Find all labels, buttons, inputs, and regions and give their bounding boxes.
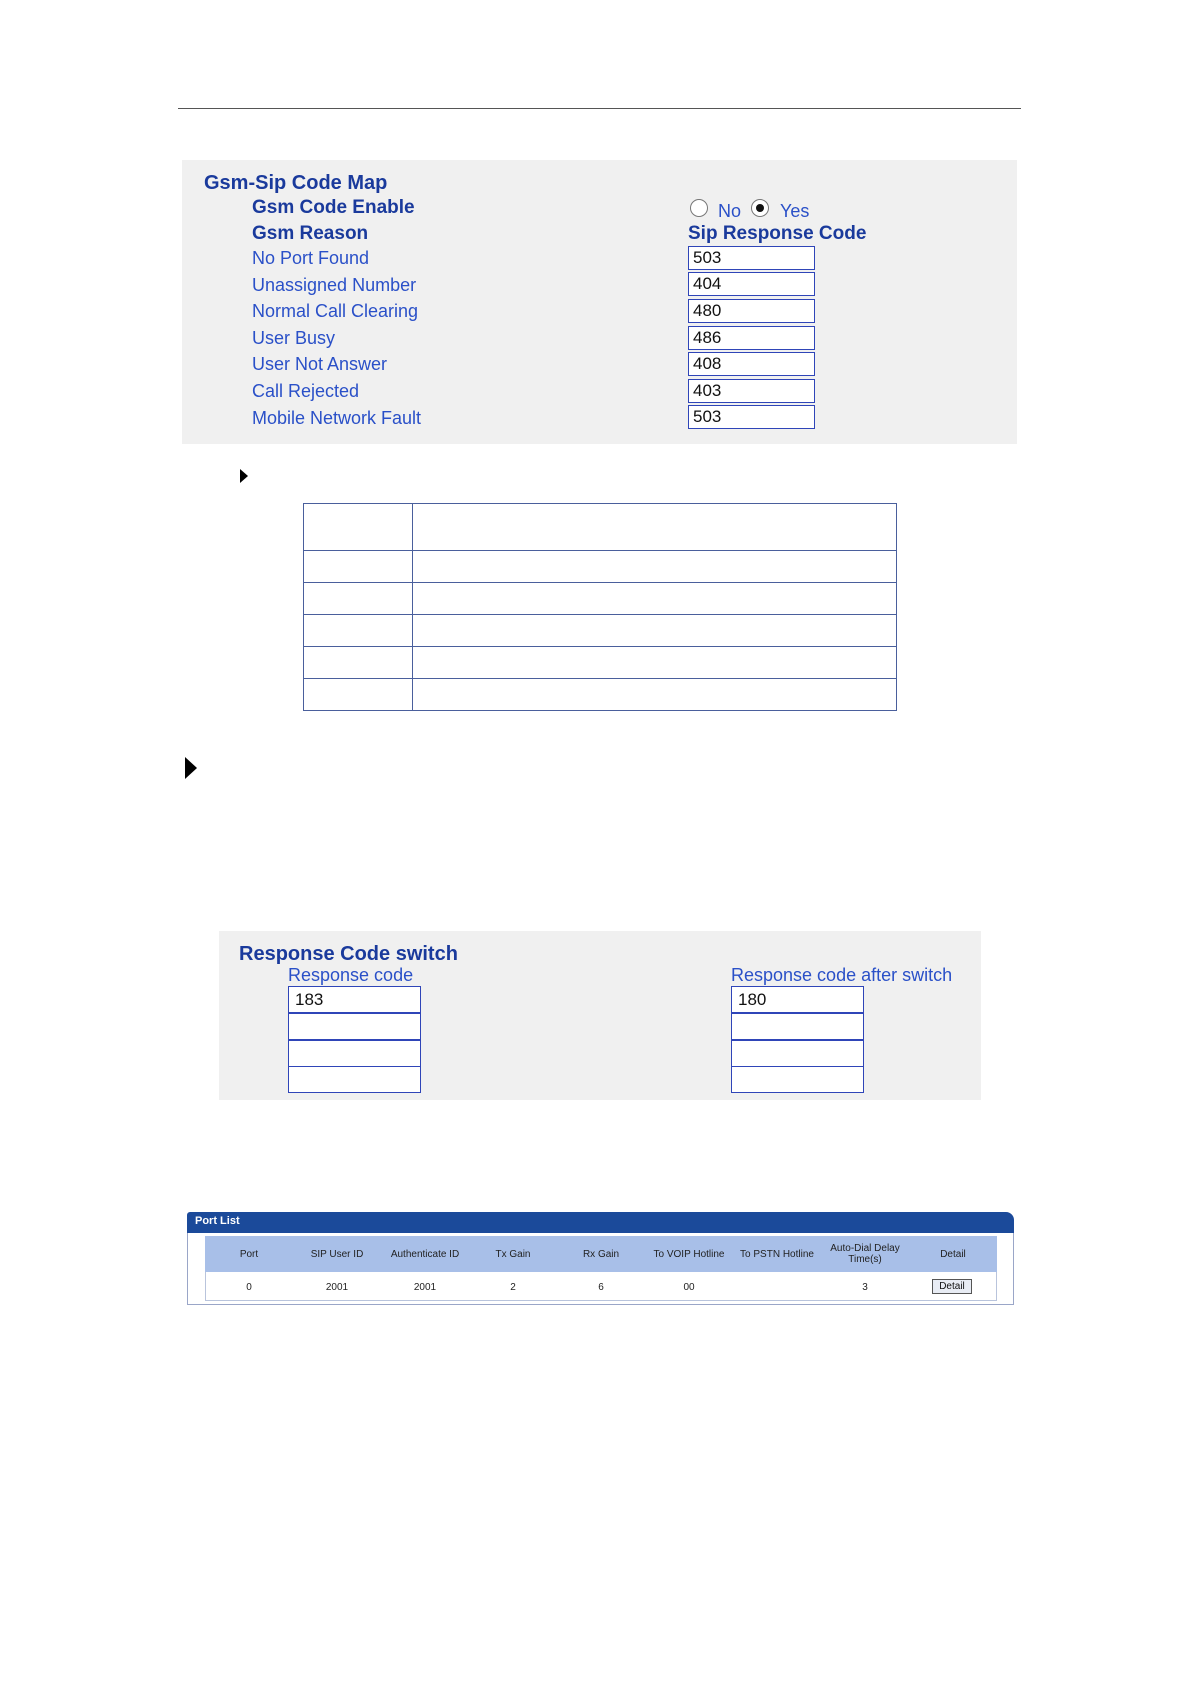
cell-tx-gain: 2 <box>510 1282 516 1293</box>
col-header-authenticate-id: Authenticate ID <box>390 1249 460 1260</box>
response-code-after-label: Response code after switch <box>731 965 953 985</box>
sip-code-input[interactable] <box>688 299 815 323</box>
response-code-label: Response code <box>288 965 414 985</box>
response-code-input[interactable] <box>288 1013 421 1040</box>
sip-code-input[interactable] <box>688 246 815 270</box>
header-rule <box>178 108 1021 109</box>
cell-sip-user-id: 2001 <box>325 1282 349 1293</box>
col-header-auto-dial-delay: Auto-Dial Delay Time(s) <box>830 1243 900 1265</box>
table-cell <box>413 647 897 679</box>
response-code-input[interactable] <box>288 1066 421 1093</box>
cell-authenticate-id: 2001 <box>413 1282 437 1293</box>
detail-button[interactable]: Detail <box>932 1279 972 1294</box>
sip-code-input[interactable] <box>688 272 815 296</box>
cell-to-voip-hotline: 00 <box>683 1282 695 1293</box>
reason-label: Mobile Network Fault <box>252 408 422 428</box>
response-code-after-input[interactable] <box>731 986 864 1013</box>
table-cell <box>413 583 897 615</box>
gsm-reason-header: Gsm Reason <box>252 223 369 244</box>
col-header-rx-gain: Rx Gain <box>582 1249 620 1260</box>
table-cell <box>304 583 413 615</box>
response-switch-title: Response Code switch <box>239 943 458 965</box>
empty-table <box>303 503 897 711</box>
table-cell <box>304 551 413 583</box>
radio-no[interactable] <box>690 199 708 217</box>
cell-rx-gain: 6 <box>598 1282 604 1293</box>
table-cell <box>413 551 897 583</box>
radio-yes-label: Yes <box>780 201 810 221</box>
table-cell <box>413 504 897 551</box>
response-code-after-input[interactable] <box>731 1066 864 1093</box>
section-arrow-icon <box>185 757 197 779</box>
radio-yes[interactable] <box>751 199 769 217</box>
reason-label: No Port Found <box>252 248 370 268</box>
cell-port: 0 <box>246 1282 252 1293</box>
radio-no-label: No <box>718 201 742 221</box>
reason-label: Call Rejected <box>252 381 360 401</box>
response-code-after-input[interactable] <box>731 1040 864 1067</box>
col-header-tx-gain: Tx Gain <box>495 1249 531 1260</box>
col-header-detail: Detail <box>940 1249 966 1260</box>
table-cell <box>413 615 897 647</box>
sip-code-input[interactable] <box>688 352 815 376</box>
col-header-to-pstn-hotline: To PSTN Hotline <box>740 1249 814 1260</box>
port-list-title: Port List <box>195 1215 240 1227</box>
sip-code-input[interactable] <box>688 405 815 429</box>
reason-label: User Busy <box>252 328 336 348</box>
table-cell <box>413 679 897 711</box>
port-list-header-bar <box>187 1212 1014 1234</box>
table-cell <box>304 679 413 711</box>
reason-label: User Not Answer <box>252 354 388 374</box>
table-cell <box>304 647 413 679</box>
reason-label: Unassigned Number <box>252 275 417 295</box>
table-cell <box>304 504 413 551</box>
reason-label: Normal Call Clearing <box>252 301 419 321</box>
cell-auto-dial-delay: 3 <box>862 1282 868 1293</box>
sip-code-input[interactable] <box>688 326 815 350</box>
gsm-sip-title: Gsm-Sip Code Map <box>204 172 388 194</box>
bullet-arrow-icon <box>240 469 248 483</box>
response-code-input[interactable] <box>288 1040 421 1067</box>
col-header-port: Port <box>239 1249 259 1260</box>
sip-code-input[interactable] <box>688 379 815 403</box>
response-code-after-input[interactable] <box>731 1013 864 1040</box>
col-header-to-voip-hotline: To VOIP Hotline <box>653 1249 725 1260</box>
col-header-sip-user-id: SIP User ID <box>310 1249 364 1260</box>
sip-response-code-header: Sip Response Code <box>688 223 867 244</box>
response-code-input[interactable] <box>288 986 421 1013</box>
gsm-code-enable-label: Gsm Code Enable <box>252 197 415 218</box>
table-cell <box>304 615 413 647</box>
